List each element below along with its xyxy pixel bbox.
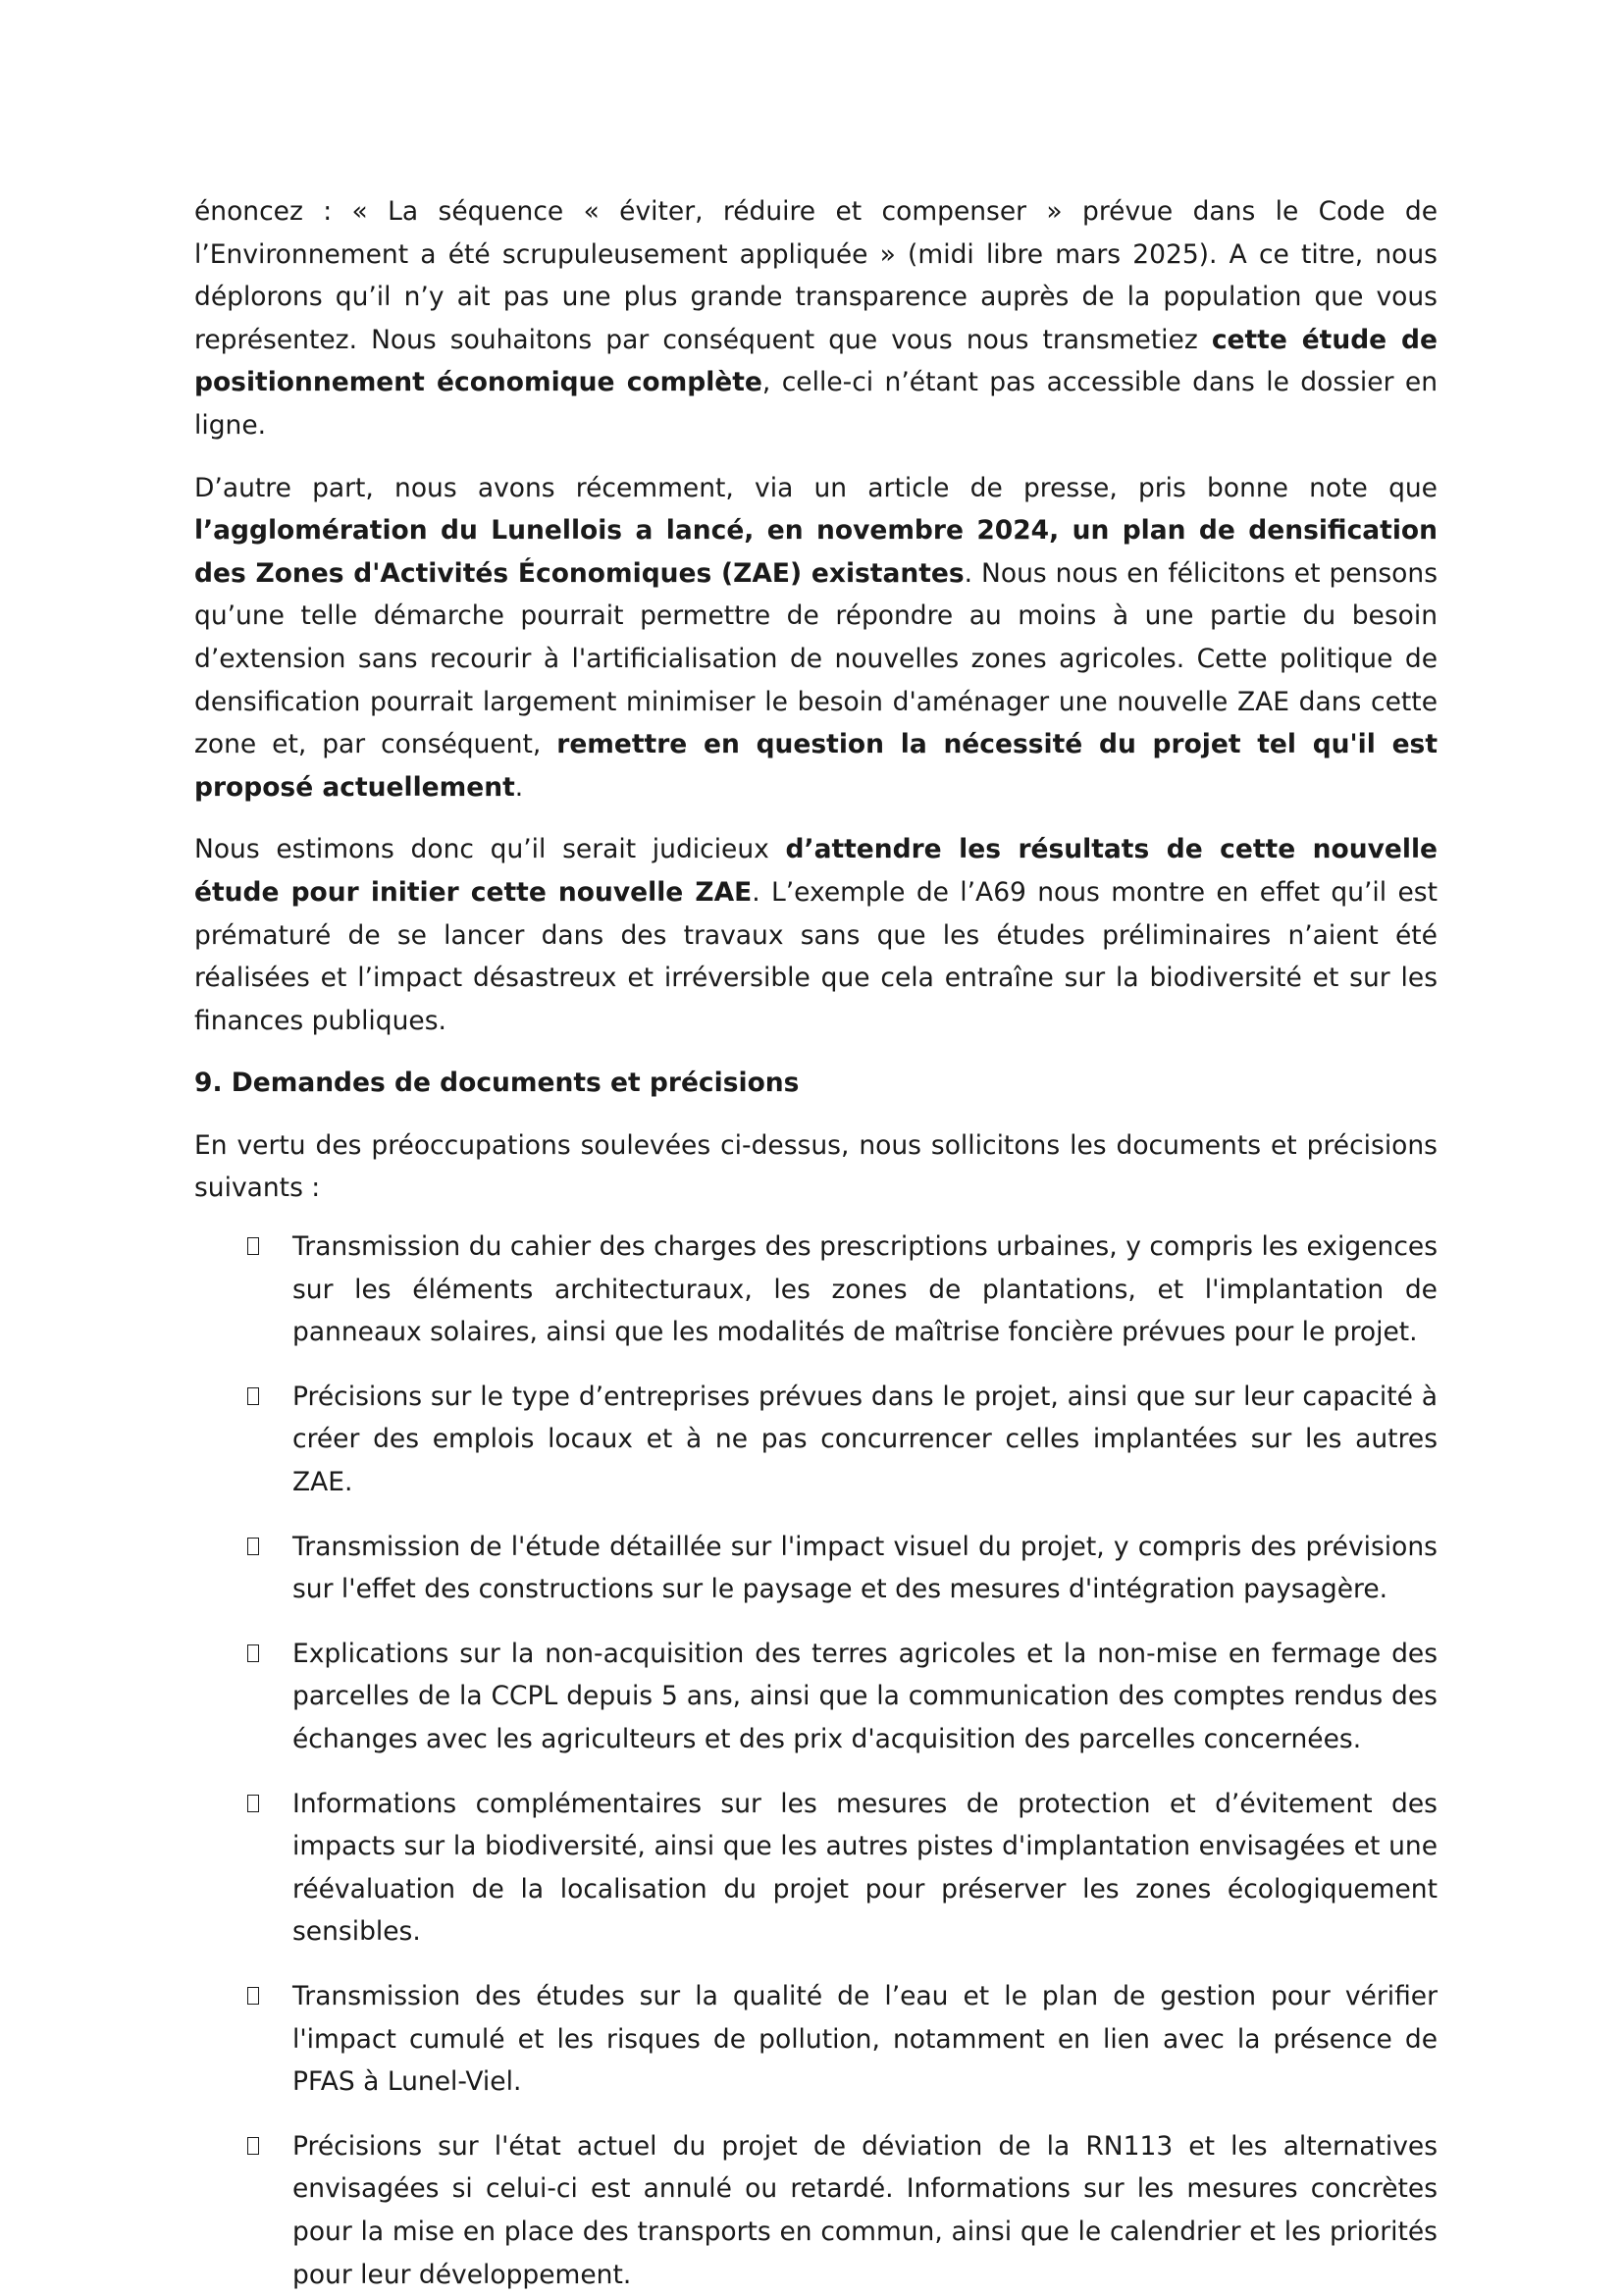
text-run: Nous estimons donc qu’il serait judicieux xyxy=(194,834,786,865)
request-text: Informations complémentaires sur les mesures de protection et d’évitement des impacts sur la biodiversité, ainsi que les autres pistes d'implantation envisagées et une réévaluation de la localisation du projet pour préserver les zones écologiquement sensibles. xyxy=(292,1788,1438,1948)
square-bullet-icon xyxy=(247,1795,259,1812)
list-item xyxy=(194,1376,1438,1504)
text-run: D’autre part, nous avons récemment, via un article de presse, pris bonne note que xyxy=(194,472,1438,503)
text-run: . Nous nous en félicitons et pensons qu’une telle démarche pourrait permettre de répondre au moins à une partie du besoin d’extension sans recourir à l'artificialisation de nouvelles zones agricoles. Cette politique de densification pourrait largement minimiser le besoin d'aménager une nouvelle ZAE dans cette zone et, par conséquent, xyxy=(194,557,1439,760)
requests-list xyxy=(194,1226,1438,2296)
text-run: . L’exemple de l’A69 nous montre en effet qu’il est prématuré de se lancer dans des travaux sans que les études préliminaires n’aient été réalisées et l’impact désastreux et irréversible que cela entraîne sur la biodiversité et sur les finances publiques. xyxy=(194,876,1438,1036)
list-item xyxy=(194,1783,1438,1954)
text-run: , celle-ci n’étant pas accessible dans le dossier en ligne. xyxy=(194,367,1439,441)
list-item xyxy=(194,2125,1438,2296)
paragraph-densification xyxy=(194,467,1438,809)
section-heading: 9. Demandes de documents et précisions xyxy=(194,1068,800,1099)
list-item xyxy=(194,1975,1438,2104)
bold-text-run: cette étude de positionnement économique complète xyxy=(194,324,1438,398)
list-item xyxy=(194,1526,1438,1611)
square-bullet-icon xyxy=(247,1387,259,1405)
square-bullet-icon xyxy=(247,1644,259,1662)
square-bullet-icon xyxy=(247,2137,259,2155)
request-text: Transmission du cahier des charges des prescriptions urbaines, y compris les exigences sur les éléments architecturaux, les zones de plantations, et l'implantation de panneaux solaires, ainsi que les modalités de maîtrise foncière prévues pour le projet. xyxy=(292,1231,1438,1348)
text-run: . xyxy=(514,771,524,803)
paragraph-wait-study xyxy=(194,828,1438,1042)
square-bullet-icon xyxy=(247,1237,259,1255)
paragraph-transparency xyxy=(194,190,1438,447)
square-bullet-icon xyxy=(247,1538,259,1555)
list-item xyxy=(194,1633,1438,1761)
request-text: Précisions sur le type d’entreprises prévues dans le projet, ainsi que sur leur capacité à créer des emplois locaux et à ne pas concurrencer celles implantées sur les autres ZAE. xyxy=(292,1381,1438,1498)
section-intro: En vertu des préoccupations soulevées ci-dessus, nous sollicitons les documents et précisions suivants : xyxy=(194,1129,1438,1204)
request-text: Explications sur la non-acquisition des terres agricoles et la non-mise en fermage des parcelles de la CCPL depuis 5 ans, ainsi que la communication des comptes rendus des échanges avec les agriculteurs et des prix d'acquisition des parcelles concernées. xyxy=(292,1638,1438,1754)
bold-text-run: remettre en question la nécessité du projet tel qu'il est proposé actuellement xyxy=(194,729,1438,803)
request-text: Transmission de l'étude détaillée sur l'impact visuel du projet, y compris des prévisions sur l'effet des constructions sur le paysage et des mesures d'intégration paysagère. xyxy=(292,1531,1438,1605)
request-text: Précisions sur l'état actuel du projet de déviation de la RN113 et les alternatives envisagées si celui-ci est annulé ou retardé. Informations sur les mesures concrètes pour la mise en place des transports en commun, ainsi que le calendrier et les priorités pour leur développement. xyxy=(292,2130,1438,2290)
text-run: énoncez : « La séquence « éviter, réduire et compenser » prévue dans le Code de l’Environnement a été scrupuleusement appliquée » (midi libre mars 2025). A ce titre, nous déplorons qu’il n’y ait pas une plus grande transparence auprès de la population que vous représentez. Nous souhaitons par conséquent que vous nous transmetiez xyxy=(194,196,1438,355)
request-text: Transmission des études sur la qualité de l’eau et le plan de gestion pour vérifier l'impact cumulé et les risques de pollution, notamment en lien avec la présence de PFAS à Lunel-Viel. xyxy=(292,1980,1438,2098)
list-item xyxy=(194,1226,1438,1354)
bold-text-run: l’agglomération du Lunellois a lancé, en novembre 2024, un plan de densification des Zones d'Activités Économiques (ZAE) existantes xyxy=(194,515,1438,589)
square-bullet-icon xyxy=(247,1987,259,2005)
bold-text-run: d’attendre les résultats de cette nouvelle étude pour initier cette nouvelle ZAE xyxy=(194,834,1438,908)
